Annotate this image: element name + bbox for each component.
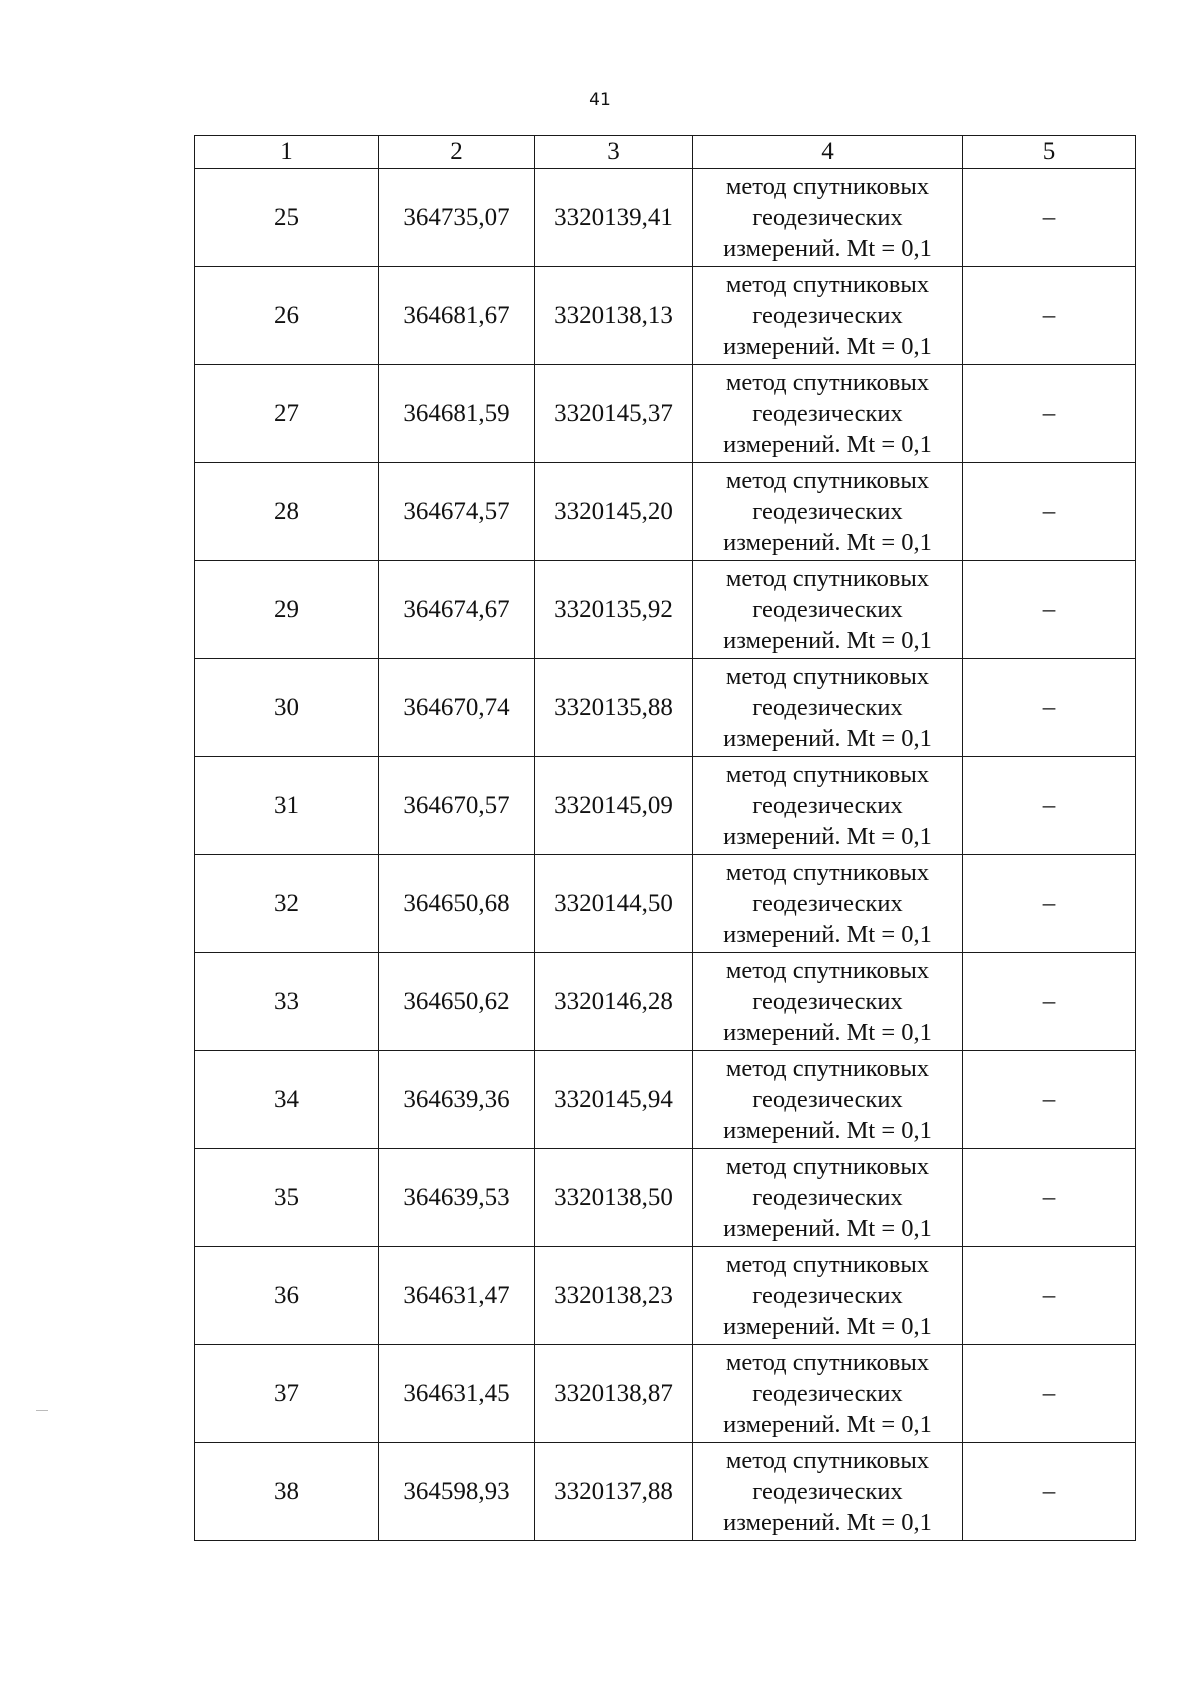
method-text-line: измерений. Mt = 0,1 <box>723 333 932 360</box>
method-text-line: метод спутниковых <box>725 271 930 298</box>
note-cell: – <box>963 267 1136 365</box>
method-cell <box>693 169 963 267</box>
method-text-line: измерений. Mt = 0,1 <box>723 823 932 850</box>
x-coordinate-cell: 364735,07 <box>379 169 535 267</box>
method-cell <box>693 1345 963 1443</box>
method-text-line: измерений. Mt = 0,1 <box>723 725 932 752</box>
point-number-cell: 26 <box>195 267 379 365</box>
y-coordinate-cell: 3320137,88 <box>535 1443 693 1541</box>
method-text-line: измерений. Mt = 0,1 <box>723 1509 932 1536</box>
note-cell: – <box>963 561 1136 659</box>
method-text-line: метод спутниковых <box>725 761 930 788</box>
x-coordinate-cell: 364650,68 <box>379 855 535 953</box>
x-coordinate-cell: 364631,47 <box>379 1247 535 1345</box>
y-coordinate-cell: 3320145,94 <box>535 1051 693 1149</box>
table-body <box>195 136 1136 1541</box>
table-row <box>195 463 1136 561</box>
y-coordinate-cell: 3320139,41 <box>535 169 693 267</box>
method-cell <box>693 855 963 953</box>
method-text-line: метод спутниковых <box>725 565 930 592</box>
point-number-cell: 34 <box>195 1051 379 1149</box>
point-number-cell: 33 <box>195 953 379 1051</box>
method-text-line: метод спутниковых <box>725 957 930 984</box>
y-coordinate-cell: 3320135,88 <box>535 659 693 757</box>
x-coordinate-cell: 364674,57 <box>379 463 535 561</box>
column-header-4: 4 <box>693 136 963 169</box>
table-row <box>195 169 1136 267</box>
method-text-line: метод спутниковых <box>725 369 930 396</box>
method-text-line: измерений. Mt = 0,1 <box>723 1313 932 1340</box>
method-text-line: метод спутниковых <box>725 467 930 494</box>
point-number-cell: 38 <box>195 1443 379 1541</box>
note-cell: – <box>963 1247 1136 1345</box>
x-coordinate-cell: 364639,53 <box>379 1149 535 1247</box>
method-text-line: геодезических <box>752 694 903 721</box>
note-cell: – <box>963 1443 1136 1541</box>
note-cell: – <box>963 757 1136 855</box>
x-coordinate-cell: 364670,74 <box>379 659 535 757</box>
table-row <box>195 757 1136 855</box>
method-cell <box>693 1247 963 1345</box>
y-coordinate-cell: 3320145,20 <box>535 463 693 561</box>
note-cell: – <box>963 169 1136 267</box>
method-text-line: измерений. Mt = 0,1 <box>723 1117 932 1144</box>
x-coordinate-cell: 364598,93 <box>379 1443 535 1541</box>
point-number-cell: 37 <box>195 1345 379 1443</box>
y-coordinate-cell: 3320145,09 <box>535 757 693 855</box>
note-cell: – <box>963 463 1136 561</box>
y-coordinate-cell: 3320138,50 <box>535 1149 693 1247</box>
method-text-line: геодезических <box>752 890 903 917</box>
method-text-line: метод спутниковых <box>725 859 930 886</box>
method-text-line: измерений. Mt = 0,1 <box>723 1411 932 1438</box>
method-text-line: метод спутниковых <box>725 1349 930 1376</box>
x-coordinate-cell: 364681,59 <box>379 365 535 463</box>
method-text-line: геодезических <box>752 1184 903 1211</box>
table-header-row <box>195 136 1136 169</box>
column-header-3: 3 <box>535 136 693 169</box>
note-cell: – <box>963 659 1136 757</box>
method-cell <box>693 1051 963 1149</box>
method-text-line: геодезических <box>752 400 903 427</box>
method-text-line: геодезических <box>752 1086 903 1113</box>
method-cell <box>693 659 963 757</box>
x-coordinate-cell: 364681,67 <box>379 267 535 365</box>
method-text-line: геодезических <box>752 988 903 1015</box>
note-cell: – <box>963 1345 1136 1443</box>
point-number-cell: 35 <box>195 1149 379 1247</box>
coordinates-table <box>194 135 1136 1541</box>
y-coordinate-cell: 3320145,37 <box>535 365 693 463</box>
method-text-line: измерений. Mt = 0,1 <box>723 627 932 654</box>
method-text-line: измерений. Mt = 0,1 <box>723 1215 932 1242</box>
x-coordinate-cell: 364631,45 <box>379 1345 535 1443</box>
column-header-2: 2 <box>379 136 535 169</box>
method-text-line: геодезических <box>752 1380 903 1407</box>
note-cell: – <box>963 953 1136 1051</box>
y-coordinate-cell: 3320135,92 <box>535 561 693 659</box>
method-cell <box>693 463 963 561</box>
method-text-line: геодезических <box>752 498 903 525</box>
table-row <box>195 953 1136 1051</box>
method-text-line: геодезических <box>752 1282 903 1309</box>
method-cell <box>693 267 963 365</box>
method-text-line: метод спутниковых <box>725 663 930 690</box>
method-cell <box>693 1443 963 1541</box>
method-text-line: метод спутниковых <box>725 1153 930 1180</box>
method-text-line: измерений. Mt = 0,1 <box>723 431 932 458</box>
y-coordinate-cell: 3320146,28 <box>535 953 693 1051</box>
method-text-line: геодезических <box>752 204 903 231</box>
method-text-line: метод спутниковых <box>725 1447 930 1474</box>
method-text-line: измерений. Mt = 0,1 <box>723 921 932 948</box>
table-row <box>195 1443 1136 1541</box>
point-number-cell: 28 <box>195 463 379 561</box>
method-text-line: метод спутниковых <box>725 1251 930 1278</box>
table-row <box>195 561 1136 659</box>
column-header-5: 5 <box>963 136 1136 169</box>
method-text-line: измерений. Mt = 0,1 <box>723 235 932 262</box>
margin-mark <box>36 1410 48 1411</box>
method-cell <box>693 365 963 463</box>
method-cell <box>693 1149 963 1247</box>
method-text-line: измерений. Mt = 0,1 <box>723 1019 932 1046</box>
method-text-line: метод спутниковых <box>725 173 930 200</box>
method-text-line: геодезических <box>752 792 903 819</box>
method-cell <box>693 757 963 855</box>
note-cell: – <box>963 1051 1136 1149</box>
x-coordinate-cell: 364639,36 <box>379 1051 535 1149</box>
point-number-cell: 29 <box>195 561 379 659</box>
point-number-cell: 27 <box>195 365 379 463</box>
point-number-cell: 32 <box>195 855 379 953</box>
table-row <box>195 365 1136 463</box>
table-row <box>195 1051 1136 1149</box>
method-text-line: метод спутниковых <box>725 1055 930 1082</box>
y-coordinate-cell: 3320138,87 <box>535 1345 693 1443</box>
method-text-line: геодезических <box>752 1478 903 1505</box>
method-text-line: геодезических <box>752 596 903 623</box>
x-coordinate-cell: 364674,67 <box>379 561 535 659</box>
point-number-cell: 31 <box>195 757 379 855</box>
point-number-cell: 36 <box>195 1247 379 1345</box>
table-row <box>195 855 1136 953</box>
page-number: 41 <box>589 90 611 110</box>
method-text-line: геодезических <box>752 302 903 329</box>
method-cell <box>693 561 963 659</box>
x-coordinate-cell: 364650,62 <box>379 953 535 1051</box>
table-row <box>195 1345 1136 1443</box>
table-row <box>195 267 1136 365</box>
note-cell: – <box>963 855 1136 953</box>
x-coordinate-cell: 364670,57 <box>379 757 535 855</box>
method-text-line: измерений. Mt = 0,1 <box>723 529 932 556</box>
y-coordinate-cell: 3320144,50 <box>535 855 693 953</box>
point-number-cell: 25 <box>195 169 379 267</box>
table-row <box>195 1149 1136 1247</box>
method-cell <box>693 953 963 1051</box>
table-row <box>195 1247 1136 1345</box>
point-number-cell: 30 <box>195 659 379 757</box>
table-row <box>195 659 1136 757</box>
column-header-1: 1 <box>195 136 379 169</box>
note-cell: – <box>963 365 1136 463</box>
y-coordinate-cell: 3320138,23 <box>535 1247 693 1345</box>
y-coordinate-cell: 3320138,13 <box>535 267 693 365</box>
note-cell: – <box>963 1149 1136 1247</box>
